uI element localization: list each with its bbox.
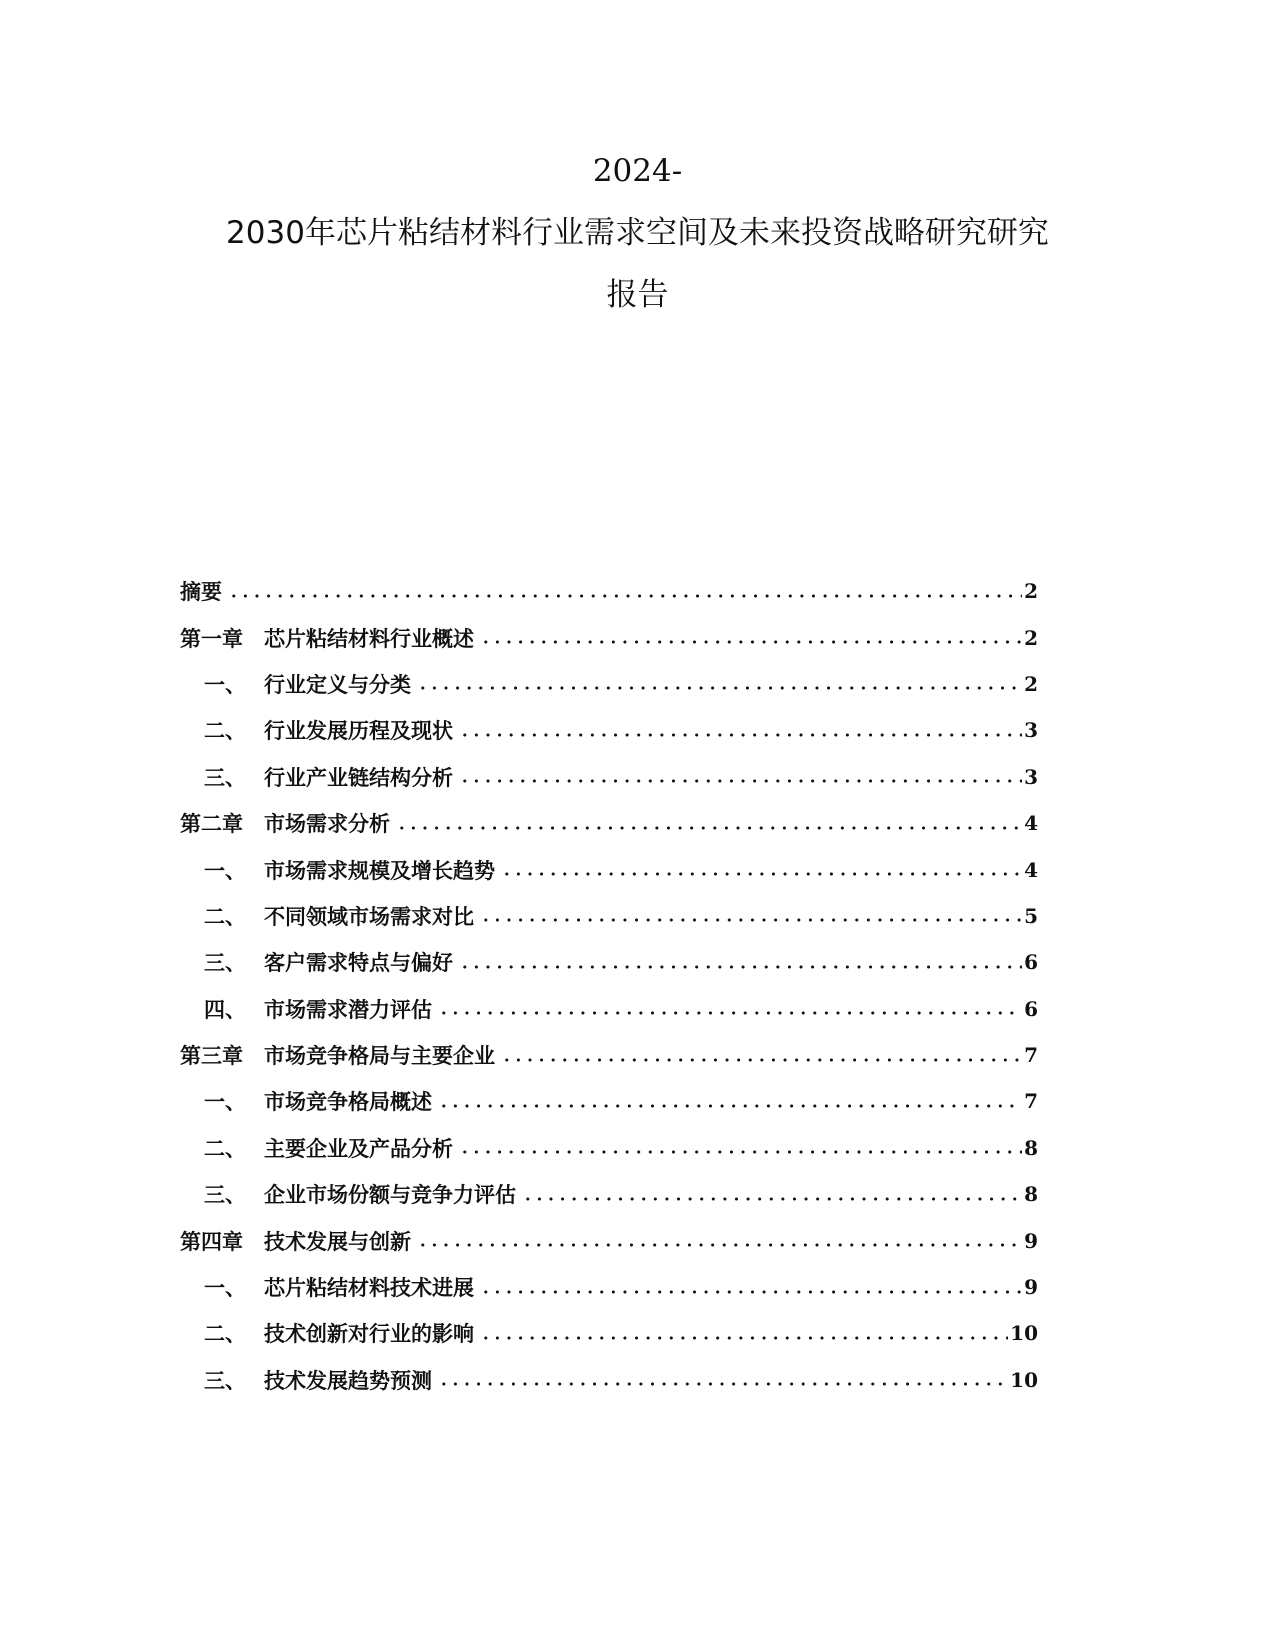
toc-entry-number: 二、: [204, 1322, 246, 1347]
toc-entry[interactable]: [180, 1171, 1038, 1217]
toc-page-number: 8: [1024, 1182, 1038, 1207]
dot-leader: [459, 720, 1022, 741]
toc-entry-title: [180, 1272, 478, 1302]
toc-entry-title: [180, 1179, 520, 1209]
toc-page-number: 6: [1024, 950, 1038, 975]
toc-entry-title: [180, 715, 457, 745]
toc-entry-label: 芯片粘结材料技术进展: [264, 1276, 474, 1301]
toc-page-number: 2: [1024, 671, 1038, 696]
toc-page-number: 10: [1010, 1367, 1038, 1392]
toc-entry-title: [180, 1318, 478, 1348]
toc-entry[interactable]: [180, 568, 1038, 614]
toc-entry[interactable]: [180, 1125, 1038, 1171]
toc-page-number: 4: [1024, 857, 1038, 882]
toc-entry-label: 主要企业及产品分析: [264, 1136, 453, 1161]
toc-entry[interactable]: [180, 1078, 1038, 1124]
dot-leader: [438, 1369, 1008, 1390]
toc-entry-label: 摘要: [180, 580, 222, 605]
toc-entry-title: [180, 1086, 436, 1116]
toc-entry[interactable]: [180, 800, 1038, 846]
toc-entry-number: 三、: [204, 1368, 246, 1393]
toc-entry-label: 行业产业链结构分析: [264, 765, 453, 790]
toc-entry[interactable]: [180, 939, 1038, 985]
toc-entry[interactable]: [180, 1357, 1038, 1403]
toc-entry-title: [180, 669, 415, 699]
toc-entry[interactable]: [180, 661, 1038, 707]
toc-entry-label: 市场需求规模及增长趋势: [264, 858, 495, 883]
toc-page-number: 10: [1010, 1321, 1038, 1346]
title-line-2: 2030年芯片粘结材料行业需求空间及未来投资战略研究研究: [226, 215, 1049, 251]
toc-entry-title: [180, 901, 478, 931]
toc-entry-number: 三、: [204, 765, 246, 790]
dot-leader: [396, 813, 1022, 834]
toc-entry-label: 行业定义与分类: [264, 672, 411, 697]
toc-page-number: 7: [1024, 1043, 1038, 1068]
toc-page-number: 7: [1024, 1089, 1038, 1114]
toc-entry-number: 三、: [204, 1183, 246, 1208]
dot-leader: [459, 766, 1022, 787]
toc-entry-number: 第一章: [180, 626, 243, 651]
toc-page-number: 5: [1024, 903, 1038, 928]
dot-leader: [522, 1184, 1022, 1205]
toc-entry-title: [180, 855, 499, 885]
toc-entry-title: [180, 1226, 415, 1256]
dot-leader: [417, 1230, 1022, 1251]
toc-entry-label: 芯片粘结材料行业概述: [264, 626, 474, 651]
toc-entry[interactable]: [180, 754, 1038, 800]
toc-entry-label: 不同领域市场需求对比: [264, 904, 474, 929]
dot-leader: [480, 627, 1022, 648]
toc-page-number: 2: [1024, 579, 1038, 604]
toc-entry-title: [180, 576, 226, 606]
toc-entry-label: 市场需求分析: [264, 812, 390, 837]
dot-leader: [480, 1323, 1008, 1344]
toc-entry[interactable]: [180, 1310, 1038, 1356]
toc-entry-label: 市场竞争格局与主要企业: [264, 1044, 495, 1069]
toc-entry-label: 企业市场份额与竞争力评估: [264, 1183, 516, 1208]
toc-entry-label: 客户需求特点与偏好: [264, 951, 453, 976]
dot-leader: [501, 1045, 1022, 1066]
toc-entry[interactable]: [180, 986, 1038, 1032]
toc-entry[interactable]: [180, 893, 1038, 939]
toc-entry-number: 第三章: [180, 1044, 243, 1069]
dot-leader: [228, 581, 1022, 602]
toc-entry-title: [180, 762, 457, 792]
toc-entry-number: 第四章: [180, 1229, 243, 1254]
toc-page-number: 2: [1024, 625, 1038, 650]
toc-entry-title: [180, 808, 394, 838]
dot-leader: [480, 1277, 1022, 1298]
toc-entry[interactable]: [180, 614, 1038, 660]
toc-entry-number: 二、: [204, 1136, 246, 1161]
toc-entry-label: 市场需求潜力评估: [264, 997, 432, 1022]
dot-leader: [459, 1137, 1022, 1158]
toc-page-number: 9: [1024, 1275, 1038, 1300]
toc-entry-title: [180, 1133, 457, 1163]
dot-leader: [480, 905, 1022, 926]
toc-page-number: 4: [1024, 811, 1038, 836]
dot-leader: [438, 1091, 1022, 1112]
table-of-contents: [180, 568, 1038, 1403]
toc-entry-label: 技术发展趋势预测: [264, 1368, 432, 1393]
toc-entry-number: 二、: [204, 904, 246, 929]
toc-entry-title: [180, 947, 457, 977]
toc-page-number: 3: [1024, 764, 1038, 789]
title-line-3: 报告: [606, 277, 669, 313]
toc-entry-number: 二、: [204, 719, 246, 744]
document-title: [0, 140, 1275, 326]
toc-page-number: 6: [1024, 996, 1038, 1021]
dot-leader: [501, 859, 1022, 880]
toc-page-number: 8: [1024, 1135, 1038, 1160]
toc-entry-number: 三、: [204, 951, 246, 976]
toc-entry-title: [180, 623, 478, 653]
dot-leader: [438, 998, 1022, 1019]
toc-entry-label: 行业发展历程及现状: [264, 719, 453, 744]
toc-entry-label: 技术创新对行业的影响: [264, 1322, 474, 1347]
toc-entry-number: 一、: [204, 1090, 246, 1115]
toc-entry-number: 第二章: [180, 812, 243, 837]
toc-entry[interactable]: [180, 707, 1038, 753]
toc-entry-title: [180, 994, 436, 1024]
dot-leader: [459, 952, 1022, 973]
toc-entry-title: [180, 1040, 499, 1070]
toc-entry[interactable]: [180, 1032, 1038, 1078]
dot-leader: [417, 673, 1022, 694]
title-line-1: 2024-: [592, 153, 683, 189]
toc-entry-label: 技术发展与创新: [264, 1229, 411, 1254]
toc-page-number: 3: [1024, 718, 1038, 743]
toc-entry-number: 一、: [204, 858, 246, 883]
toc-entry[interactable]: [180, 846, 1038, 892]
toc-entry-number: 四、: [204, 997, 246, 1022]
toc-entry[interactable]: [180, 1264, 1038, 1310]
toc-entry-title: [180, 1365, 436, 1395]
toc-entry-label: 市场竞争格局概述: [264, 1090, 432, 1115]
toc-entry-number: 一、: [204, 672, 246, 697]
toc-entry[interactable]: [180, 1217, 1038, 1263]
toc-entry-number: 一、: [204, 1276, 246, 1301]
toc-page-number: 9: [1024, 1228, 1038, 1253]
